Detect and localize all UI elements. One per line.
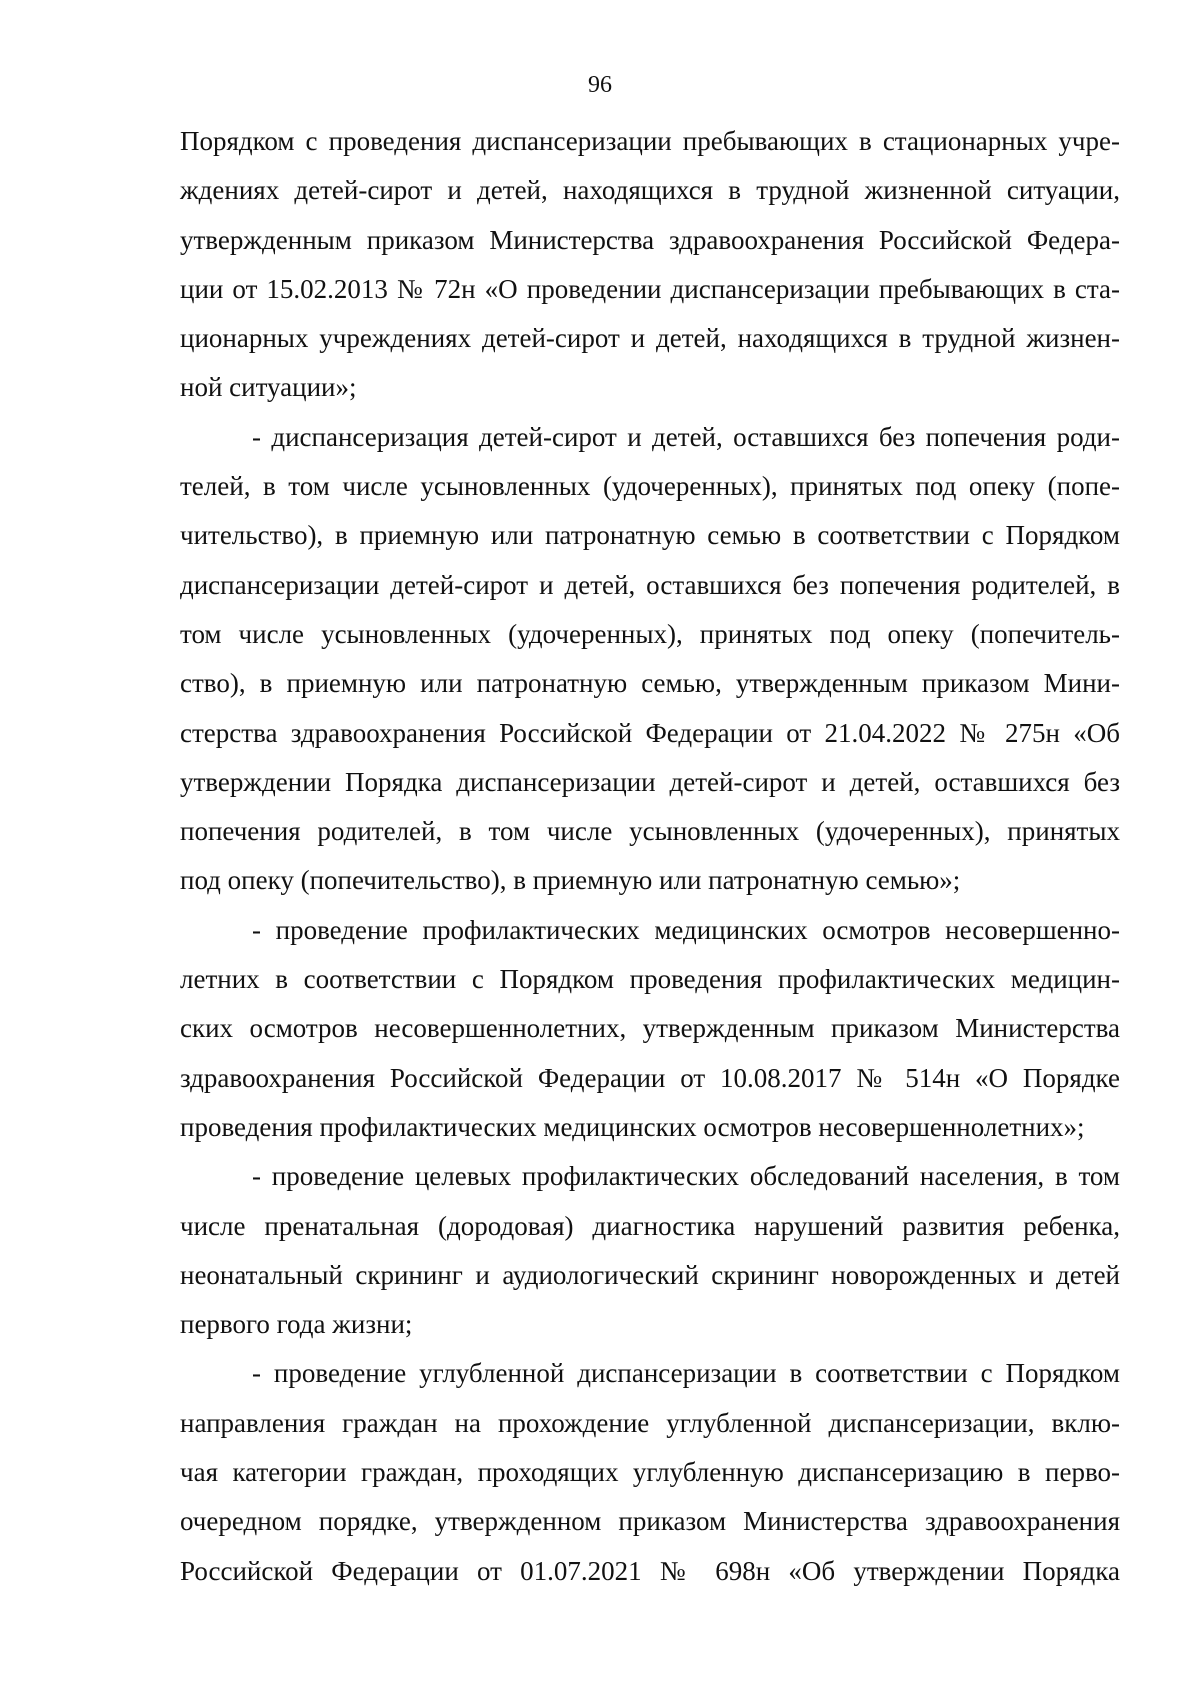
paragraph-5: [180, 1349, 1120, 1595]
text-line: - проведение целевых профилактических обследований населения, в том: [252, 1161, 1120, 1192]
text-line: первого года жизни;: [180, 1309, 413, 1340]
text-line: летних в соответствии с Порядком проведения профилактических медицин-: [180, 964, 1120, 995]
text-line: направления граждан на прохождение углубленной диспансеризации, вклю-: [180, 1407, 1120, 1438]
text-line: попечения родителей, в том числе усыновленных (удочеренных), принятых: [180, 816, 1120, 847]
text-line: ство), в приемную или патронатную семью, утвержденным приказом Мини-: [180, 668, 1120, 699]
text-line: очередном порядке, утвержденном приказом Министерства здравоохранения: [180, 1506, 1120, 1537]
text-line: ских осмотров несовершеннолетних, утвержденным приказом Министерства: [180, 1013, 1120, 1044]
paragraph-3: [180, 906, 1120, 1152]
text-line: том числе усыновленных (удочеренных), принятых под опеку (попечитель-: [180, 618, 1120, 649]
text-line: стерства здравоохранения Российской Федерации от 21.04.2022 № 275н «Об: [180, 717, 1120, 748]
text-line: ционарных учреждениях детей-сирот и детей, находящихся в трудной жизнен-: [180, 323, 1120, 354]
text-line: под опеку (попечительство), в приемную или патронатную семью»;: [180, 865, 961, 896]
text-line: диспансеризации детей-сирот и детей, оставшихся без попечения родителей, в: [180, 569, 1120, 600]
text-line: числе пренатальная (дородовая) диагностика нарушений развития ребенка,: [180, 1210, 1120, 1241]
text-line: чительство), в приемную или патронатную семью в соответствии с Порядком: [180, 520, 1120, 551]
text-line: проведения профилактических медицинских осмотров несовершеннолетних»;: [180, 1111, 1085, 1142]
text-line: неонатальный скрининг и аудиологический скрининг новорожденных и детей: [180, 1259, 1120, 1290]
text-line: здравоохранения Российской Федерации от 10.08.2017 № 514н «О Порядке: [180, 1062, 1120, 1093]
text-line: ции от 15.02.2013 № 72н «О проведении диспансеризации пребывающих в ста-: [180, 273, 1120, 304]
text-line: Российской Федерации от 01.07.2021 № 698н «Об утверждении Порядка: [180, 1555, 1120, 1586]
document-body: [180, 117, 1120, 1596]
text-line: - проведение профилактических медицинских осмотров несовершенно-: [252, 914, 1120, 945]
text-line: ной ситуации»;: [180, 372, 357, 403]
text-line: - диспансеризация детей-сирот и детей, оставшихся без попечения роди-: [252, 421, 1120, 452]
page-number: 96: [588, 72, 612, 98]
text-line: ждениях детей-сирот и детей, находящихся в трудной жизненной ситуации,: [180, 175, 1120, 206]
text-line: чая категории граждан, проходящих углубленную диспансеризацию в перво-: [180, 1457, 1120, 1488]
text-line: Порядком с проведения диспансеризации пребывающих в стационарных учре-: [180, 126, 1120, 156]
text-line: утвержденным приказом Министерства здравоохранения Российской Федера-: [180, 224, 1120, 255]
text-line: - проведение углубленной диспансеризации в соответствии с Порядком: [252, 1358, 1120, 1389]
paragraph-4: [180, 1152, 1120, 1349]
text-line: телей, в том числе усыновленных (удочеренных), принятых под опеку (попе-: [180, 471, 1120, 502]
paragraph-1: [180, 117, 1120, 413]
text-line: утверждении Порядка диспансеризации детей-сирот и детей, оставшихся без: [180, 766, 1120, 797]
paragraph-2: [180, 413, 1120, 906]
